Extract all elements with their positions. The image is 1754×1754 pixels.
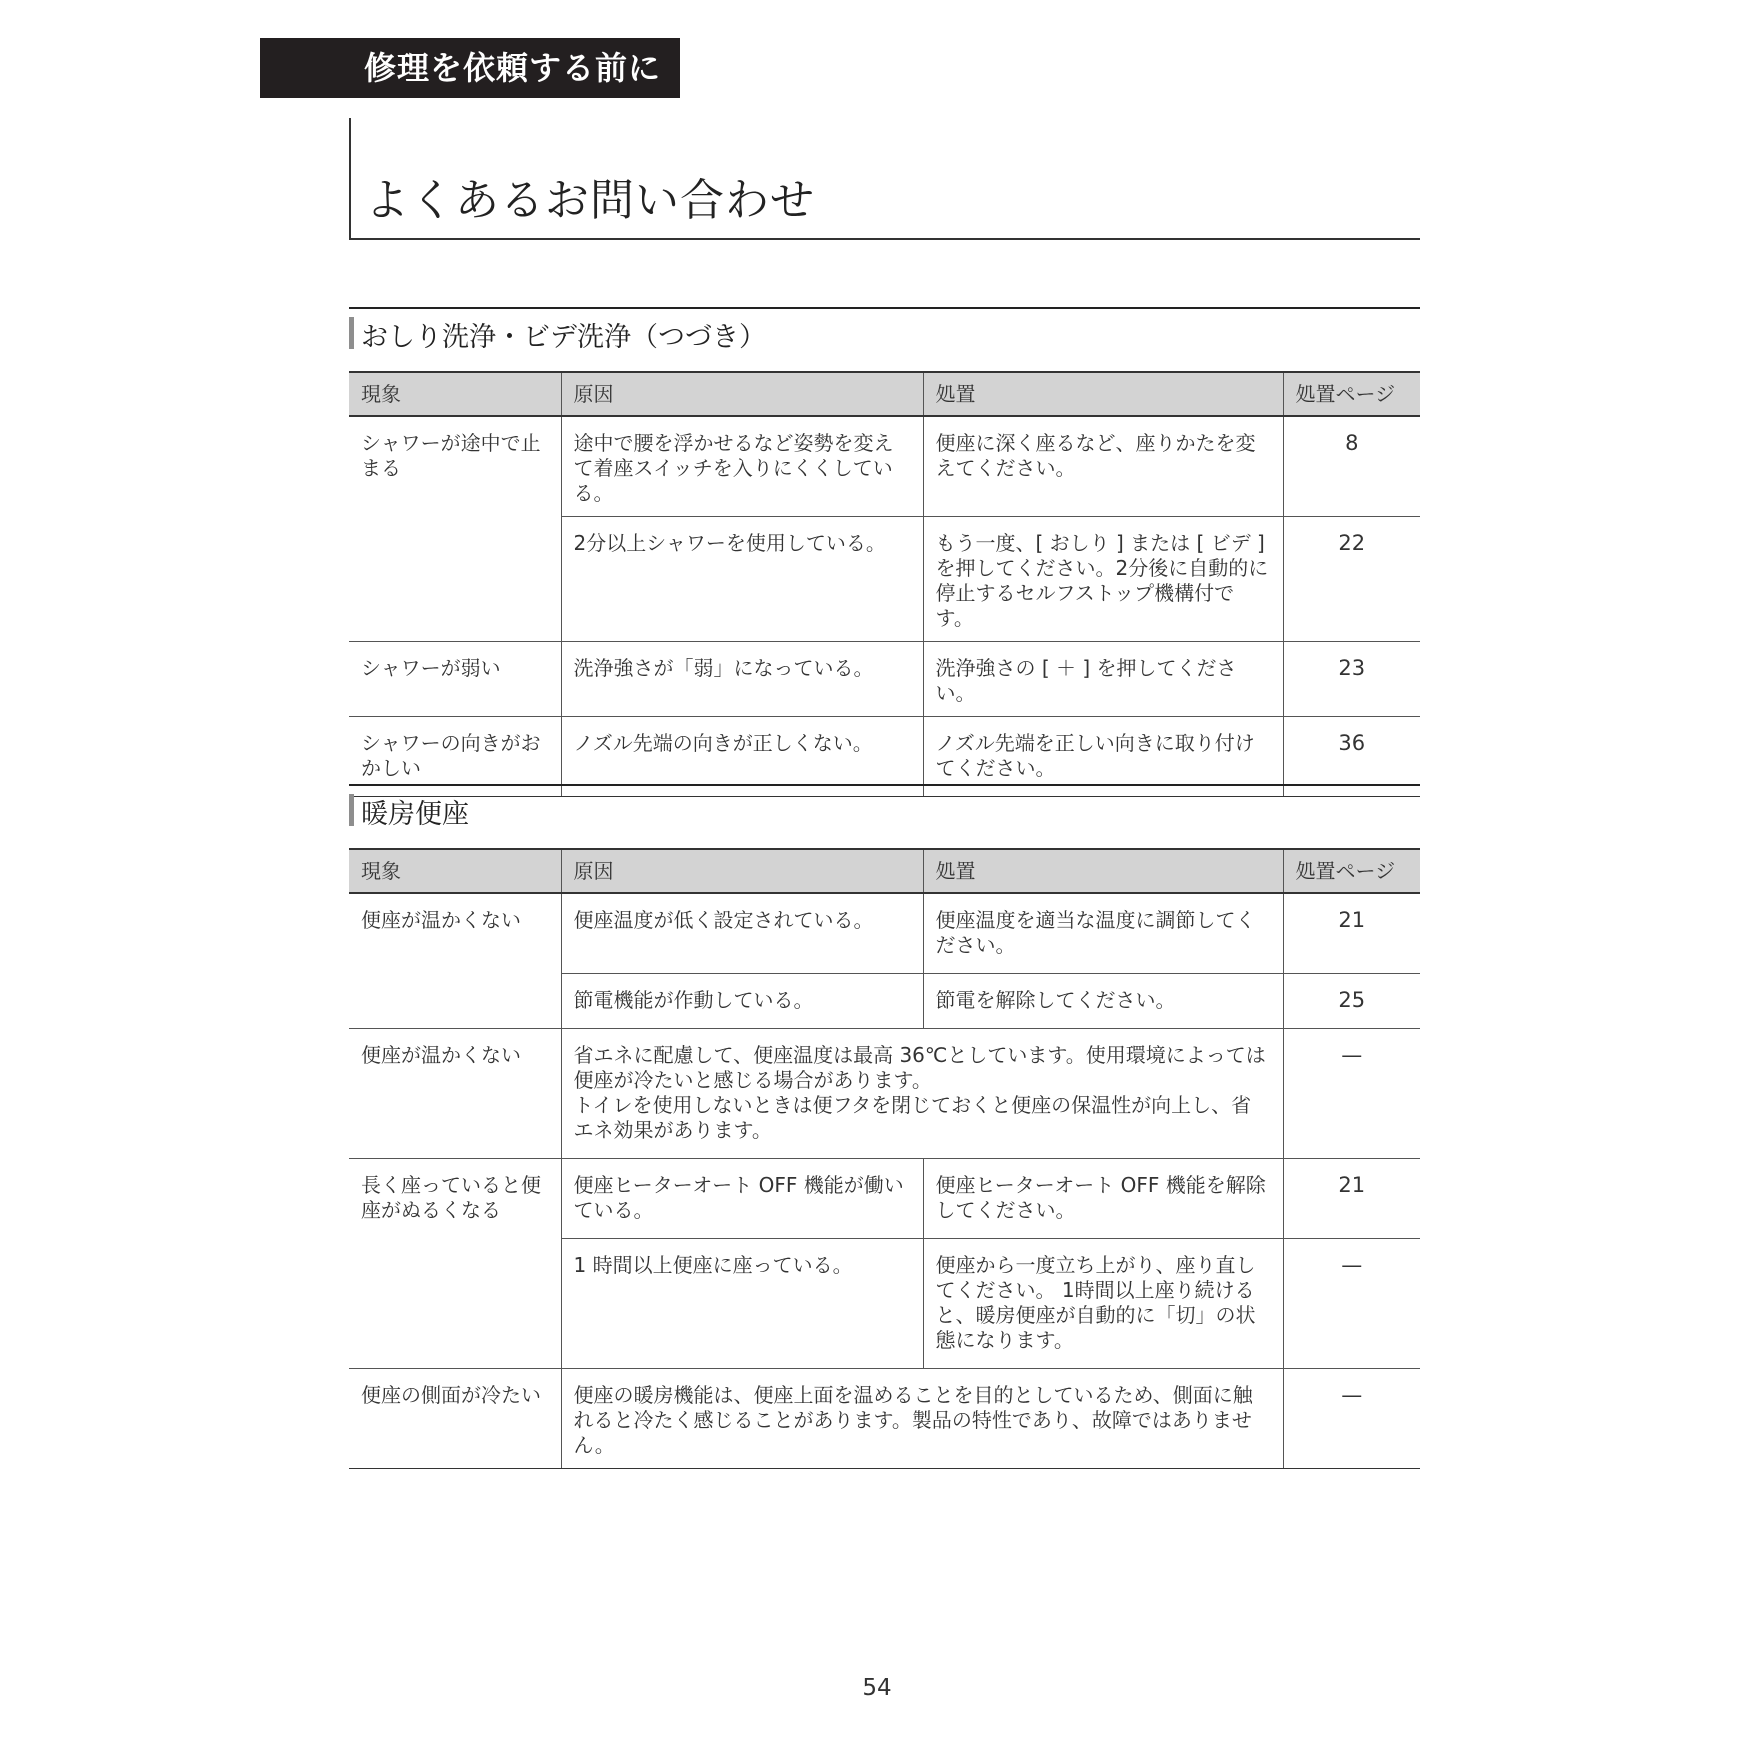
cause-cell: 洗浄強さが「弱」になっている。 xyxy=(561,642,923,717)
table-header-row xyxy=(349,372,1420,416)
remedy-cell: 便座温度を適当な温度に調節してください。 xyxy=(923,893,1283,973)
page-ref-cell: 23 xyxy=(1283,642,1420,717)
symptom-cell: 長く座っていると便座がぬるくなる xyxy=(349,1158,561,1368)
page-ref-cell: — xyxy=(1283,1238,1420,1368)
page-ref-cell: 21 xyxy=(1283,1158,1420,1238)
column-header-remedy: 処置 xyxy=(923,849,1283,893)
table-row xyxy=(349,416,1420,517)
section-heading-washing xyxy=(349,307,1420,353)
troubleshooting-table-washing xyxy=(349,371,1420,797)
cause-cell: 途中で腰を浮かせるなど姿勢を変えて着座スイッチを入りにくくしている。 xyxy=(561,416,923,517)
column-header-symptom: 現象 xyxy=(349,372,561,416)
heading-marker xyxy=(349,794,354,826)
chapter-banner xyxy=(260,38,680,98)
chapter-title: 修理を依頼する前に xyxy=(364,49,662,87)
page-ref-cell: 8 xyxy=(1283,416,1420,517)
symptom-cell: シャワーが途中で止まる xyxy=(349,416,561,642)
section-title: 暖房便座 xyxy=(361,799,469,830)
note-line: 省エネに配慮して、便座温度は最高 36℃としています。使用環境によっては便座が冷たいと感じる場合があります。 xyxy=(573,1042,1266,1092)
heading-marker xyxy=(349,317,354,349)
symptom-cell: 便座が温かくない xyxy=(349,1028,561,1158)
page-ref-cell: — xyxy=(1283,1028,1420,1158)
remedy-cell: もう一度、[ おしり ] または [ ビデ ] を押してください。2分後に自動的に停止するセルフストップ機構付です。 xyxy=(923,517,1283,642)
table-header-row xyxy=(349,849,1420,893)
symptom-cell: 便座が温かくない xyxy=(349,893,561,1028)
note-cell: 便座の暖房機能は、便座上面を温めることを目的としているため、側面に触れると冷たく感じることがあります。製品の特性であり、故障ではありません。 xyxy=(561,1368,1283,1468)
section-title: おしり洗浄・ビデ洗浄（つづき） xyxy=(361,322,766,353)
note-cell xyxy=(561,1028,1283,1158)
column-header-cause: 原因 xyxy=(561,372,923,416)
page-number: 54 xyxy=(862,1675,892,1701)
page-ref-cell: 22 xyxy=(1283,517,1420,642)
section-heading-heated-seat xyxy=(349,784,1420,830)
column-header-symptom: 現象 xyxy=(349,849,561,893)
remedy-cell: 便座に深く座るなど、座りかたを変えてください。 xyxy=(923,416,1283,517)
cause-cell: 便座温度が低く設定されている。 xyxy=(561,893,923,973)
remedy-cell: 洗浄強さの [ ＋ ] を押してください。 xyxy=(923,642,1283,717)
page-ref-cell: 21 xyxy=(1283,893,1420,973)
table-row xyxy=(349,1368,1420,1468)
table-row xyxy=(349,1158,1420,1238)
column-header-cause: 原因 xyxy=(561,849,923,893)
table-row xyxy=(349,1028,1420,1158)
cause-cell: 1 時間以上便座に座っている。 xyxy=(561,1238,923,1368)
column-header-remedy: 処置 xyxy=(923,372,1283,416)
page-ref-cell: 36 xyxy=(1283,717,1420,797)
troubleshooting-table-heated-seat xyxy=(349,848,1420,1469)
note-line: トイレを使用しないときは便フタを閉じておくと便座の保温性が向上し、省エネ効果があります。 xyxy=(573,1092,1252,1142)
table-row xyxy=(349,893,1420,973)
cause-cell: 節電機能が作動している。 xyxy=(561,973,923,1028)
column-header-page: 処置ページ xyxy=(1283,849,1420,893)
table-row xyxy=(349,642,1420,717)
faq-title-block xyxy=(349,118,1420,240)
cause-cell: 便座ヒーターオート OFF 機能が働いている。 xyxy=(561,1158,923,1238)
cause-cell: 2分以上シャワーを使用している。 xyxy=(561,517,923,642)
remedy-cell: ノズル先端を正しい向きに取り付けてください。 xyxy=(923,717,1283,797)
page-title: よくあるお問い合わせ xyxy=(365,175,815,226)
remedy-cell: 節電を解除してください。 xyxy=(923,973,1283,1028)
column-header-page: 処置ページ xyxy=(1283,372,1420,416)
page-ref-cell: 25 xyxy=(1283,973,1420,1028)
remedy-cell: 便座ヒーターオート OFF 機能を解除してください。 xyxy=(923,1158,1283,1238)
remedy-cell: 便座から一度立ち上がり、座り直してください。 1時間以上座り続けると、暖房便座が自動的に「切」の状態になります。 xyxy=(923,1238,1283,1368)
page-ref-cell: — xyxy=(1283,1368,1420,1468)
symptom-cell: シャワーが弱い xyxy=(349,642,561,717)
symptom-cell: 便座の側面が冷たい xyxy=(349,1368,561,1468)
cause-cell: ノズル先端の向きが正しくない。 xyxy=(561,717,923,797)
symptom-cell: シャワーの向きがおかしい xyxy=(349,717,561,797)
